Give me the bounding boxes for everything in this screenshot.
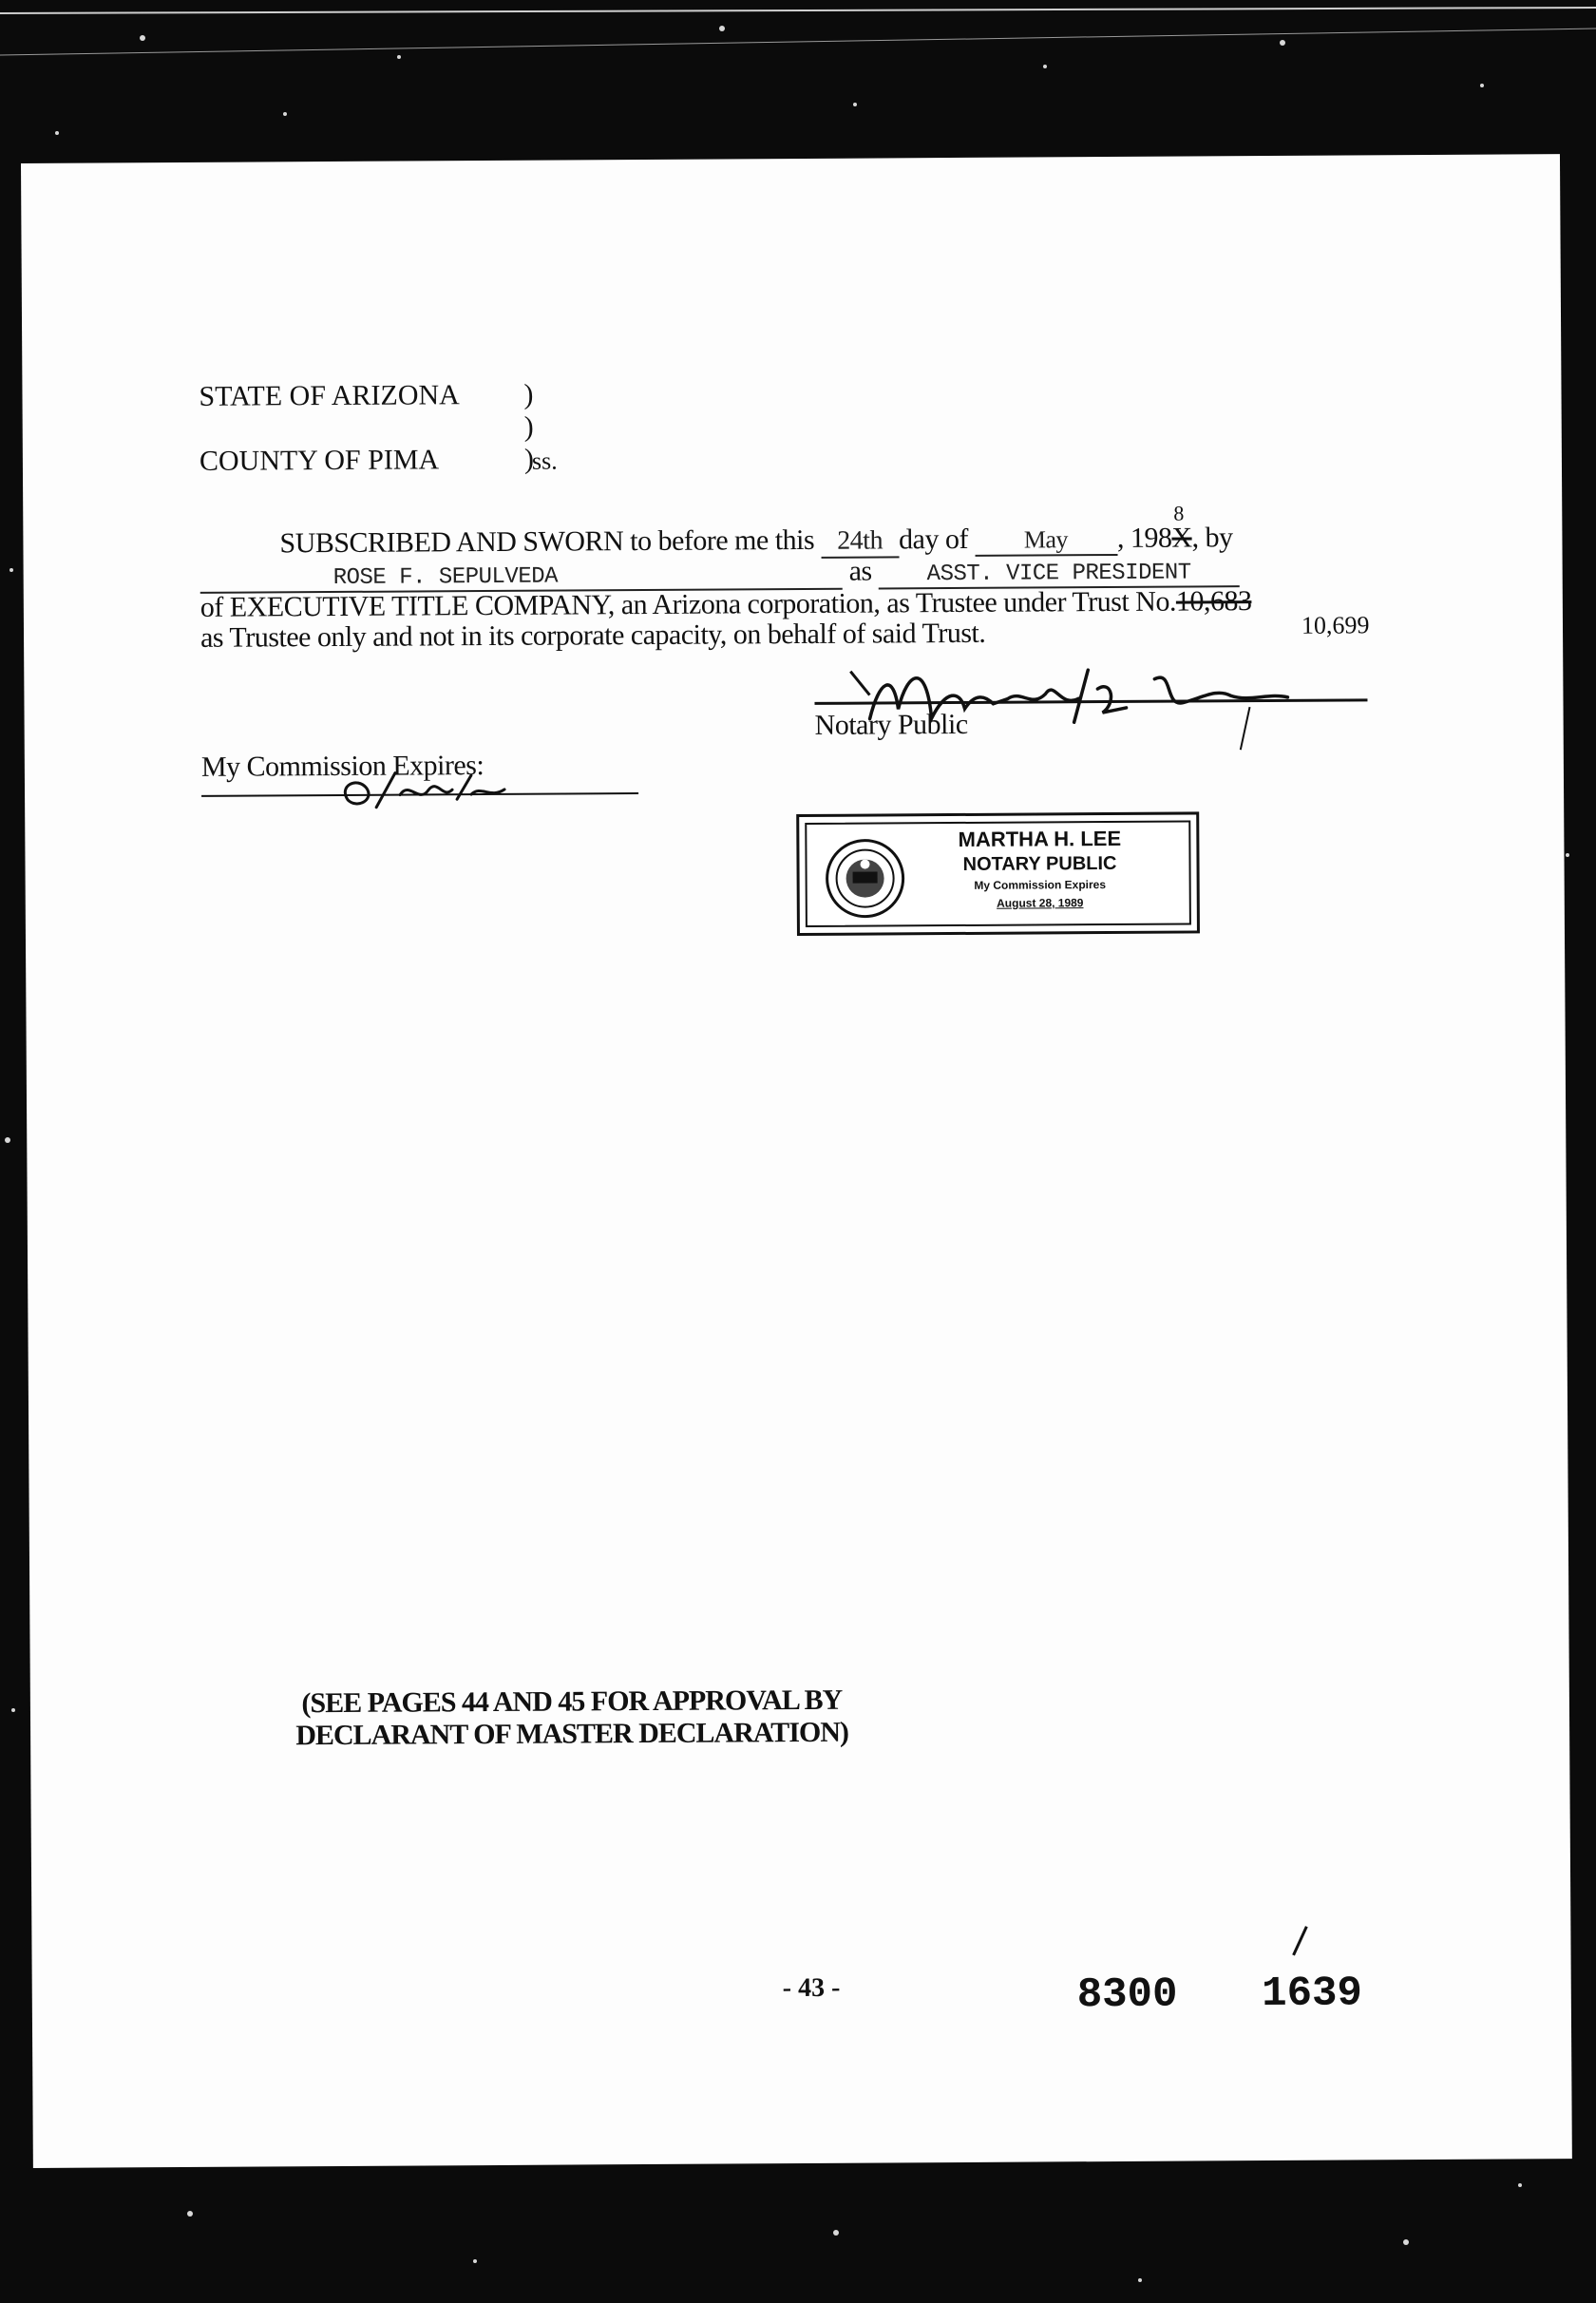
commission-label: My Commission Expires: (200, 750, 484, 783)
notary-seal-icon (824, 837, 906, 920)
jurat-affiant: ROSE F. SEPULVEDA (200, 562, 843, 594)
jurat-title: ASST. VICE PRESIDENT (879, 560, 1240, 589)
stamp-title: NOTARY PUBLIC (962, 852, 1117, 875)
jurat-day: 24th (821, 525, 899, 559)
trust-number-corrected: 10,699 (1301, 611, 1370, 639)
state-label: STATE OF ARIZONA (199, 379, 460, 412)
jurat-year-corrected: 8 (1173, 501, 1184, 525)
approval-note-line-2: DECLARANT OF MASTER DECLARATION) (295, 1716, 849, 1752)
jurat-year-prefix: , 198 (1116, 522, 1172, 554)
stamp-expires-label: My Commission Expires (974, 878, 1107, 892)
venue-paren-3: ) (523, 443, 535, 475)
approval-note-line-1: (SEE PAGES 44 AND 45 FOR APPROVAL BY (301, 1684, 843, 1720)
venue-block (199, 378, 558, 478)
county-label: COUNTY OF PIMA (199, 444, 440, 477)
commission-date-handwritten (329, 761, 519, 815)
recording-number (1077, 1970, 1362, 2019)
jurat-by: , by (1191, 522, 1233, 554)
jurat-day-word: day of (899, 523, 969, 556)
venue-paren-2: ) (523, 410, 534, 443)
venue-paren-1: ) (523, 378, 534, 410)
stamp-expires-date: August 28, 1989 (997, 896, 1084, 910)
notary-label: Notary Public (814, 708, 968, 741)
stamp-name: MARTHA H. LEE (958, 826, 1122, 851)
jurat-line3: of EXECUTIVE TITLE COMPANY, an Arizona corporation, as Trustee under Trust No. (200, 585, 1177, 623)
jurat-intro: SUBSCRIBED AND SWORN to before me this (279, 523, 815, 560)
trust-number-struck: 10,683 (1175, 585, 1252, 618)
jurat-line-1: SUBSCRIBED AND SWORN to before me this 24th day of May , 198X 8 , by (279, 501, 1233, 560)
page-number: - 43 - (782, 1972, 841, 2004)
page-reference: 1639 (1262, 1970, 1363, 2019)
document-page (21, 154, 1572, 2168)
jurat-month: May (975, 525, 1117, 557)
jurat-line-4: as Trustee only and not in its corporate capacity, on behalf of said Trust. (200, 617, 986, 654)
jurat-as: as (848, 555, 872, 587)
ss-label: ss. (531, 447, 558, 475)
docket-number: 8300 (1076, 1970, 1178, 2020)
notary-stamp (796, 811, 1200, 936)
stray-mark (1285, 1923, 1314, 1961)
